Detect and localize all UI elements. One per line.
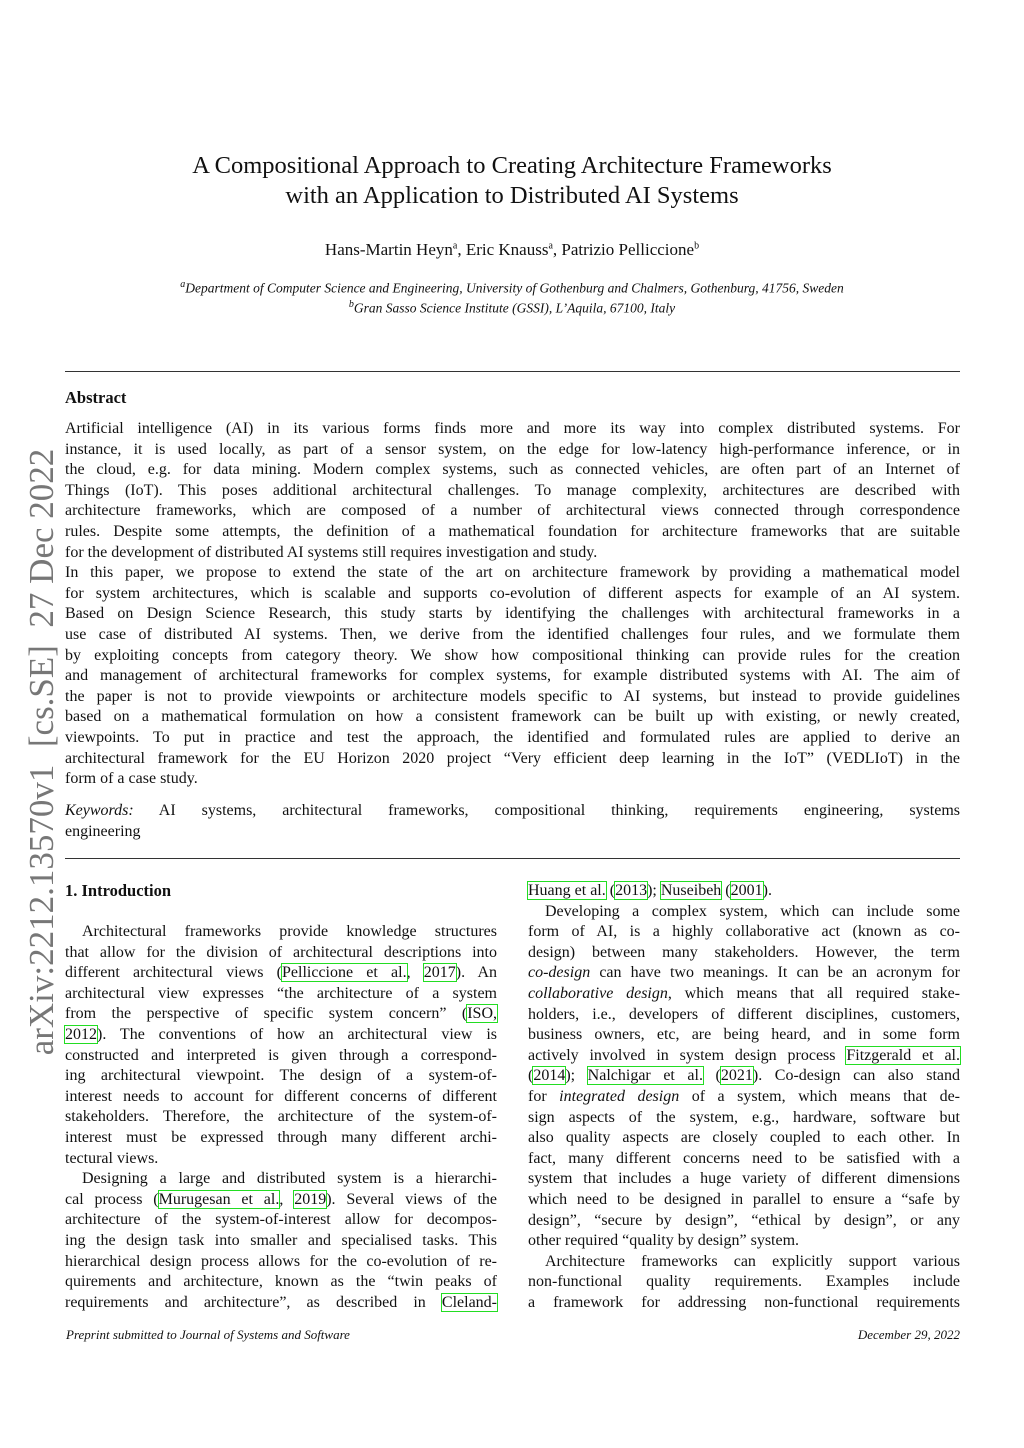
text-line: tectural views. <box>65 1149 159 1167</box>
text-line: fact, many different concerns need to be satisfied with a <box>528 1149 960 1167</box>
citation-link[interactable]: 2017 <box>423 964 456 982</box>
text-line: requirements and architecture”, as described in Cleland- <box>65 1293 497 1311</box>
paragraph <box>65 801 960 842</box>
citation-link[interactable]: 2014 <box>533 1067 566 1085</box>
text-line: (2014); Nalchigar et al. (2021). Co-design can also stand <box>528 1067 961 1085</box>
text-line: architectural framework for the EU Horizon 2020 project “Very efficient deep learning in the IoT” (VEDLIoT) in the <box>65 749 960 767</box>
paragraph <box>528 881 960 902</box>
citation-link[interactable]: 2001 <box>730 882 763 899</box>
keywords <box>65 801 960 842</box>
text-line: Designing a large and distributed system is a hierarchi- <box>82 1170 497 1188</box>
text-line: ing the design task into smaller and specialised tasks. This <box>65 1231 497 1249</box>
text-line: viewpoints. To put in practice and test the approach, the identified and formulated rules are applied to derive an <box>65 728 960 746</box>
citation-link[interactable]: 2013 <box>615 882 648 899</box>
text-line: and management of architectural frameworks for complex systems, for example distributed systems with AI. The aim of <box>65 667 960 685</box>
arxiv-category: [cs.SE] <box>22 645 61 748</box>
text-line: also quality aspects are closely coupled to each other. In <box>528 1129 960 1147</box>
text-line: instance, it is used locally, as part of a sensor system, on the edge for low-latency high-performance inference, or in <box>65 440 960 458</box>
text-line: In this paper, we propose to extend the state of the art on architecture framework by providing a mathematical model <box>65 564 960 582</box>
divider-top <box>65 371 960 372</box>
footer-date: December 29, 2022 <box>857 1327 960 1342</box>
citation-link[interactable]: Murugesan et al. <box>158 1190 280 1208</box>
text-line: based on a mathematical formulation on how a consistent framework can be built up with existing, or newly created, <box>65 708 960 726</box>
text-line: architecture frameworks, which are composed of a number of architectural views connected through correspondence <box>65 502 960 520</box>
text-line: co-design can have two meanings. It can be an acronym for <box>528 964 960 982</box>
text-line: sign aspects of the system, e.g., hardware, software but <box>528 1108 960 1126</box>
text-line: the paper is not to provide viewpoints or architecture models specific to AI systems, but instead to provide guidelines <box>65 687 960 705</box>
italic-text: Keywords: <box>65 802 134 819</box>
citation-link[interactable]: Huang et al. <box>528 882 606 899</box>
text-line: use case of distributed AI systems. Then, we derive from the identified challenges four rules, and we formulate them <box>65 625 960 643</box>
left-column <box>65 922 497 1313</box>
paper-title <box>0 151 1024 211</box>
citation-link[interactable]: 2019 <box>294 1190 327 1208</box>
text-line: by exploiting concepts from category theory. We show how compositional thinking can provide rules for the creation <box>65 646 960 664</box>
text-line: cal process (Murugesan et al., 2019). Several views of the <box>65 1190 498 1208</box>
text-line: Based on Design Science Research, this study starts by identifying the challenges with architectural frameworks in a <box>65 605 960 623</box>
author-name: Hans-Martin Heyn <box>324 240 453 259</box>
paragraph <box>65 563 960 790</box>
author-name: Patrizio Pelliccione <box>561 240 695 259</box>
text-line: Architectural frameworks provide knowledge structures <box>82 923 497 940</box>
text-line: Developing a complex system, which can include some <box>545 902 960 920</box>
text-line: interest needs to account for different concerns of different <box>65 1087 497 1105</box>
text-line: from the perspective of specific system concern” (ISO, <box>65 1005 497 1023</box>
right-column <box>528 881 960 1313</box>
text-line: constructed and interpreted is given through a correspond- <box>65 1046 497 1064</box>
text-line: non-functional quality requirements. Examples include <box>528 1273 960 1291</box>
author-list: Hans-Martin Heyn$^a$, Eric Knauss$^a$, Patrizio Pelliccione$^b$ <box>324 240 700 259</box>
citation-link[interactable]: Nalchigar et al. <box>587 1067 703 1085</box>
affiliation-text: Gran Sasso Science Institute (GSSI), L’Aquila, 67100, Italy <box>353 300 676 316</box>
text-line: hierarchical design process allows for the co-evolution of re- <box>65 1252 497 1270</box>
author-affiliation-mark: b <box>694 240 700 252</box>
text-line: Huang et al. (2013); Nuseibeh (2001). <box>528 882 772 899</box>
citation-link[interactable]: ISO, <box>467 1005 497 1023</box>
text-line: Architecture frameworks can explicitly support various <box>545 1252 960 1270</box>
paragraph <box>528 902 960 1252</box>
italic-text: co-design <box>528 964 591 982</box>
author-name: Eric Knauss <box>465 240 549 259</box>
text-line: architectural view expresses “the architecture of a system <box>65 984 497 1002</box>
citation-link[interactable]: Nuseibeh <box>660 882 722 899</box>
text-line: ing architectural viewpoint. The design of a system-of- <box>65 1067 497 1085</box>
text-line: actively involved in system design process Fitzgerald et al. <box>528 1046 960 1064</box>
text-line: quirements and architecture, known as the “twin peaks of <box>65 1273 497 1291</box>
text-line: rules. Despite some attempts, the definition of a mathematical foundation for architecture frameworks that are suitable <box>65 522 960 540</box>
citation-link[interactable]: Cleland- <box>441 1293 497 1311</box>
text-line: for integrated design of a system, which means that de- <box>528 1087 961 1105</box>
footer-preprint: Preprint submitted to Journal of Systems and Software <box>66 1327 350 1342</box>
section-heading-introduction: 1. Introduction <box>65 881 172 900</box>
text-line: for the development of distributed AI systems still requires investigation and study. <box>65 543 598 561</box>
affiliations <box>0 277 1024 317</box>
affiliation-mark: b <box>348 299 354 310</box>
text-line: stakeholders. Therefore, the architecture of the system-of- <box>65 1108 497 1126</box>
abstract-heading: Abstract <box>65 388 127 407</box>
arxiv-side-stamp <box>22 449 62 1056</box>
citation-link[interactable]: 2021 <box>720 1067 753 1085</box>
divider-bottom <box>65 858 960 859</box>
affiliation-text: Department of Computer Science and Engineering, University of Gothenburg and Chalmers, Gothenburg, 41756, Sweden <box>185 280 844 296</box>
text-line: form of AI, is a highly collaborative act (known as co- <box>528 923 960 941</box>
text-line: form of a case study. <box>65 770 198 788</box>
affiliation <box>0 277 1024 297</box>
text-line: design”, “secure by design”, “ethical by design”, or any <box>528 1211 960 1229</box>
author-affiliation-mark: a <box>548 240 553 252</box>
paragraph <box>65 419 960 563</box>
paragraph <box>65 922 497 1169</box>
citation-link[interactable]: Fitzgerald et al. <box>846 1046 960 1064</box>
title-line-2: with an Application to Distributed AI Systems <box>285 182 739 209</box>
italic-text: collaborative design <box>528 984 668 1002</box>
text-line: the cloud, e.g. for data mining. Modern complex systems, such as connected vehicles, are often part of an Internet of <box>65 461 960 479</box>
text-line: different architectural views (Pelliccione et al., 2017). An <box>65 964 497 982</box>
text-line: which need to be designed in parallel to ensure a “safe by <box>528 1190 960 1208</box>
text-line: design) between many stakeholders. However, the term <box>528 943 960 961</box>
citation-link[interactable]: 2012 <box>65 1025 97 1043</box>
text-line: holders, i.e., developers of different disciplines, customers, <box>528 1005 960 1023</box>
arxiv-date: 27 Dec 2022 <box>22 448 61 628</box>
text-line: Keywords: AI systems, architectural frameworks, compositional thinking, requirements engineering, systems <box>65 802 960 819</box>
italic-text: integrated design <box>559 1087 680 1105</box>
text-line: business owners, etc, are being heard, and in some form <box>528 1026 960 1044</box>
text-line: system that includes a huge variety of different dimensions <box>528 1170 960 1188</box>
text-line: Artificial intelligence (AI) in its various forms finds more and more its way into complex distributed systems. For <box>65 420 960 437</box>
arxiv-id: arXiv:2212.13570v1 <box>22 764 61 1056</box>
affiliation-mark: a <box>180 279 186 290</box>
text-line: Things (IoT). This poses additional architectural challenges. To manage complexity, architectures are described with <box>65 481 960 499</box>
citation-link[interactable]: Pelliccione et al. <box>282 964 407 982</box>
paragraph <box>528 1252 960 1314</box>
text-line: engineering <box>65 822 141 840</box>
text-line: that allow for the division of architectural descriptions into <box>65 943 497 961</box>
text-line: other required “quality by design” system. <box>528 1232 800 1250</box>
affiliation <box>0 297 1024 317</box>
text-line: architecture of the system-of-interest allow for decompos- <box>65 1211 497 1229</box>
title-line-1: A Compositional Approach to Creating Architecture Frameworks <box>192 152 832 179</box>
text-line: for system architectures, which is scalable and supports co-evolution of different aspects for example of an AI system. <box>65 584 960 602</box>
text-line: a framework for addressing non-functional requirements <box>528 1293 960 1311</box>
text-line: 2012). The conventions of how an architectural view is <box>65 1025 497 1043</box>
author-affiliation-mark: a <box>452 240 458 252</box>
text-line: interest must be expressed through many different archi- <box>65 1128 497 1146</box>
text-line: collaborative design, which means that all required stake- <box>528 984 961 1002</box>
paragraph <box>65 1169 497 1313</box>
abstract-body <box>65 419 960 790</box>
